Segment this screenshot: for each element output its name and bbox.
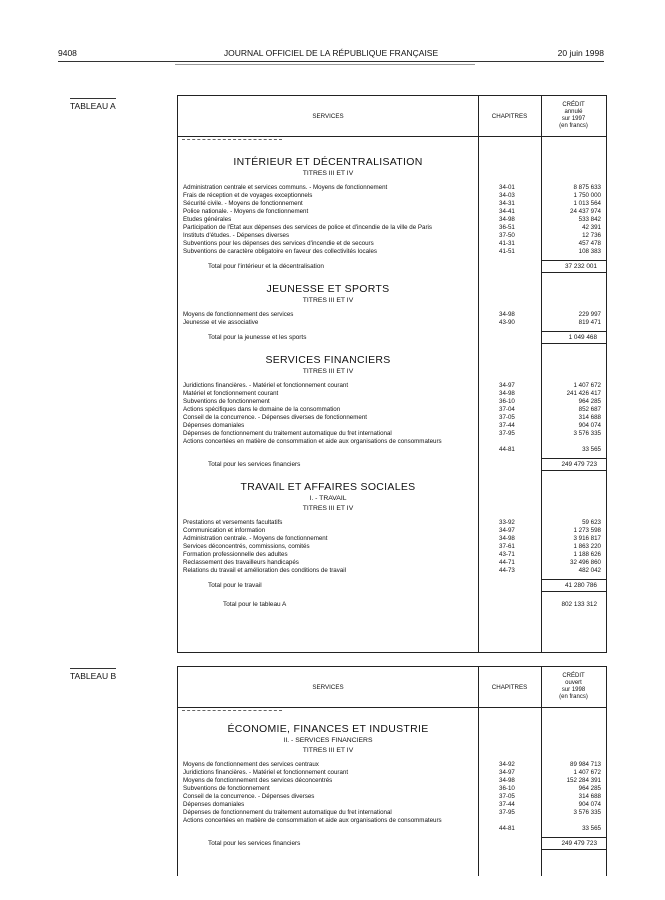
credit-header-line: CRÉDIT	[562, 673, 585, 679]
tableau-a-label: TABLEAU A	[70, 98, 116, 111]
row-chapter: 34-98	[499, 311, 515, 318]
table-row	[183, 240, 607, 248]
row-label: Relations du travail et amélioration des conditions de travail	[183, 567, 347, 574]
table-row	[183, 535, 607, 543]
credit-header	[541, 96, 606, 136]
row-label: Subventions de caractère obligatoire en faveur des collectivités locales	[183, 248, 377, 255]
row-label: Dépenses de fonctionnement du traitement automatique du fret international	[183, 809, 392, 816]
table-row	[183, 527, 607, 535]
row-label: Actions spécifiques dans le domaine de la consommation	[183, 406, 341, 413]
row-chapter: 37-05	[499, 414, 515, 421]
row-amount: 32 496 860	[570, 559, 601, 566]
table-row	[183, 192, 607, 200]
row-chapter: 34-41	[499, 208, 515, 215]
row-label: Juridictions financières. - Matériel et fonctionnement courant	[183, 382, 349, 389]
services-header: SERVICES	[312, 112, 344, 120]
credit-header	[541, 667, 606, 707]
table-row	[183, 777, 607, 785]
subtotal-rule	[541, 260, 606, 261]
section-total	[208, 460, 602, 469]
subtotal-rule	[541, 458, 606, 459]
table-row	[183, 232, 607, 240]
row-chapter: 36-51	[499, 224, 515, 231]
table-row	[183, 311, 607, 319]
row-chapter: 34-97	[499, 527, 515, 534]
row-amount: 108 383	[578, 248, 601, 255]
row-amount: 24 437 974	[570, 208, 601, 215]
table-row	[183, 793, 607, 801]
table-row	[183, 422, 607, 430]
row-label: Dépenses de fonctionnement du traitement automatique du fret international	[183, 430, 392, 437]
page-number: 9408	[58, 48, 77, 58]
section-subtitle: TITRES III ET IV	[302, 747, 354, 754]
credit-header-line: ouvert	[565, 680, 582, 686]
grand-total	[223, 600, 602, 609]
credit-header-line: sur 1998	[561, 687, 586, 693]
total-label: Total pour l'intérieur et la décentralisation	[208, 263, 324, 270]
row-label: Actions concertées en matière de consommation et aide aux organisations de consommateurs	[183, 817, 442, 824]
row-label: Sécurité civile. - Moyens de fonctionnement	[183, 200, 303, 207]
journal-title: JOURNAL OFFICIEL DE LA RÉPUBLIQUE FRANÇAISE	[223, 48, 439, 58]
grand-total-label: Total pour le tableau A	[223, 601, 287, 608]
row-label: Prestations et versements facultatifs	[183, 519, 283, 526]
subtotal-rule	[541, 331, 606, 332]
table-row	[183, 200, 607, 208]
row-amount: 12 736	[582, 232, 601, 239]
row-chapter: 34-92	[499, 761, 515, 768]
row-amount: 3 576 335	[573, 809, 601, 816]
row-chapter: 43-71	[499, 551, 515, 558]
row-chapter: 41-51	[499, 248, 515, 255]
row-label: Conseil de la concurrence. - Dépenses diverses de fonctionnement	[183, 414, 368, 421]
row-amount: 533 842	[578, 216, 601, 223]
section-total	[208, 839, 602, 848]
section-total	[208, 581, 602, 590]
section-total	[208, 333, 602, 342]
tableau-b-label: TABLEAU B	[70, 668, 116, 681]
row-chapter: 43-90	[499, 319, 515, 326]
header-rule-secondary	[175, 64, 475, 65]
total-rule	[541, 272, 606, 273]
row-amount: 241 426 417	[566, 390, 601, 397]
row-amount: 1 750 000	[573, 192, 601, 199]
row-chapter: 37-44	[499, 422, 515, 429]
subtotal-rule	[541, 579, 606, 580]
table-row	[183, 184, 607, 192]
total-rule	[541, 470, 606, 471]
row-label: Instituts d'études. - Dépenses diverses	[183, 232, 290, 239]
row-amount: 59 623	[582, 519, 601, 526]
table-row	[183, 785, 607, 793]
row-label: Juridictions financières. - Matériel et fonctionnement courant	[183, 769, 349, 776]
table-row	[183, 390, 607, 398]
row-chapter: 34-97	[499, 382, 515, 389]
row-label: Frais de réception et de voyages exceptionnels	[183, 192, 313, 199]
row-label: Matériel et fonctionnement courant	[183, 390, 279, 397]
table-row	[183, 414, 607, 422]
table-row	[183, 216, 607, 224]
row-amount: 89 984 713	[570, 761, 601, 768]
section-subtitle: II. - SERVICES FINANCIERS	[283, 737, 373, 744]
row-chapter: 34-98	[499, 216, 515, 223]
section-title: JEUNESSE ET SPORTS	[266, 283, 390, 295]
table-header	[178, 96, 606, 137]
issue-date: 20 juin 1998	[557, 48, 604, 58]
row-chapter: 37-44	[499, 801, 515, 808]
row-label: Communication et information	[183, 527, 266, 534]
row-label: Actions concertées en matière de consommation et aide aux organisations de consommateurs	[183, 438, 442, 445]
row-label: Reclassement des travailleurs handicapés	[183, 559, 299, 566]
row-amount: 457 478	[578, 240, 601, 247]
row-amount: 1 407 672	[573, 769, 601, 776]
table-row	[183, 406, 607, 414]
section-subtitle: I. - TRAVAIL	[309, 495, 347, 502]
tableau-b	[177, 666, 607, 876]
row-label: Études générales	[183, 216, 232, 223]
chapitres-header: CHAPITRES	[491, 112, 528, 120]
table-row	[183, 208, 607, 216]
row-chapter: 37-05	[499, 793, 515, 800]
tableau-a	[177, 95, 607, 653]
row-chapter: 37-50	[499, 232, 515, 239]
row-label: Moyens de fonctionnement des services déconcentrés	[183, 777, 333, 784]
header-dash	[182, 710, 282, 711]
section-title: INTÉRIEUR ET DÉCENTRALISATION	[233, 156, 423, 168]
row-amount: 904 074	[578, 801, 601, 808]
header-rule	[58, 61, 604, 62]
row-chapter: 34-01	[499, 184, 515, 191]
section-subtitle: TITRES III ET IV	[302, 170, 354, 177]
row-label: Conseil de la concurrence. - Dépenses diverses	[183, 793, 315, 800]
section-title: SERVICES FINANCIERS	[265, 354, 391, 366]
row-chapter: 44-71	[499, 559, 515, 566]
row-chapter: 37-95	[499, 430, 515, 437]
total-rule	[541, 849, 606, 850]
table-row	[183, 559, 607, 567]
table-row	[183, 567, 607, 575]
row-amount: 819 471	[578, 319, 601, 326]
row-chapter: 34-98	[499, 777, 515, 784]
section-title: ÉCONOMIE, FINANCES ET INDUSTRIE	[227, 723, 429, 735]
credit-header-line: (en francs)	[559, 123, 588, 129]
row-amount: 314 688	[578, 793, 601, 800]
table-row	[183, 551, 607, 559]
subtotal-rule	[541, 837, 606, 838]
total-rule	[541, 343, 606, 344]
table-row	[183, 248, 607, 256]
row-chapter: 44-81	[499, 446, 515, 453]
row-chapter: 37-61	[499, 543, 515, 550]
row-chapter: 44-81	[499, 825, 515, 832]
row-amount: 3 576 335	[573, 430, 601, 437]
row-amount: 42 391	[582, 224, 601, 231]
table-row	[183, 224, 607, 232]
grand-total-amount: 802 133 312	[561, 601, 597, 608]
chapitres-header: CHAPITRES	[491, 683, 528, 691]
section-subtitle: TITRES III ET IV	[302, 368, 354, 375]
total-amount: 249 479 723	[561, 840, 597, 847]
row-chapter: 34-98	[499, 535, 515, 542]
total-amount: 1 049 468	[568, 334, 597, 341]
table-row	[183, 543, 607, 551]
row-chapter: 36-10	[499, 398, 515, 405]
row-amount: 3 916 817	[573, 535, 601, 542]
row-amount: 152 284 391	[566, 777, 601, 784]
total-label: Total pour la jeunesse et les sports	[208, 334, 307, 341]
row-chapter: 33-92	[499, 519, 515, 526]
row-amount: 33 565	[582, 446, 601, 453]
total-label: Total pour le travail	[208, 582, 262, 589]
table-row	[183, 519, 607, 527]
row-amount: 1 188 626	[573, 551, 601, 558]
row-amount: 1 013 564	[573, 200, 601, 207]
row-amount: 964 285	[578, 785, 601, 792]
table-row	[183, 801, 607, 809]
table-header	[178, 667, 606, 708]
table-row	[183, 809, 607, 817]
row-label: Administration centrale et services communs. - Moyens de fonctionnement	[183, 184, 388, 191]
table-row	[183, 430, 607, 438]
total-amount: 249 479 723	[561, 461, 597, 468]
row-chapter: 36-10	[499, 785, 515, 792]
table-row	[183, 769, 607, 777]
row-amount: 314 688	[578, 414, 601, 421]
section-subtitle: TITRES III ET IV	[302, 297, 354, 304]
services-header: SERVICES	[312, 683, 344, 691]
row-chapter: 41-31	[499, 240, 515, 247]
row-chapter: 37-95	[499, 809, 515, 816]
row-chapter: 34-31	[499, 200, 515, 207]
row-amount: 482 042	[578, 567, 601, 574]
row-label: Subventions pour les dépenses des services d'incendie et de secours	[183, 240, 374, 247]
credit-header-line: CRÉDIT	[562, 102, 585, 108]
total-amount: 37 232 001	[565, 263, 597, 270]
total-amount: 41 280 786	[565, 582, 597, 589]
row-label: Police nationale. - Moyens de fonctionnement	[183, 208, 309, 215]
total-label: Total pour les services financiers	[208, 461, 301, 468]
row-label: Subventions de fonctionnement	[183, 398, 270, 405]
row-label: Moyens de fonctionnement des services centraux	[183, 761, 319, 768]
section-title: TRAVAIL ET AFFAIRES SOCIALES	[240, 481, 416, 493]
row-amount: 1 273 598	[573, 527, 601, 534]
table-row	[183, 382, 607, 390]
row-label: Formation professionnelle des adultes	[183, 551, 288, 558]
row-chapter: 34-97	[499, 769, 515, 776]
row-amount: 904 074	[578, 422, 601, 429]
row-chapter: 37-04	[499, 406, 515, 413]
credit-header-line: sur 1997	[561, 116, 586, 122]
row-label: Services déconcentrés, commissions, comités	[183, 543, 310, 550]
row-amount: 964 285	[578, 398, 601, 405]
row-amount: 852 687	[578, 406, 601, 413]
row-amount: 8 875 633	[573, 184, 601, 191]
table-row	[183, 761, 607, 769]
row-amount: 1 407 672	[573, 382, 601, 389]
row-chapter: 44-73	[499, 567, 515, 574]
row-amount: 229 997	[578, 311, 601, 318]
row-label: Jeunesse et vie associative	[183, 319, 259, 326]
row-chapter: 34-03	[499, 192, 515, 199]
table-row	[183, 817, 607, 833]
row-amount: 1 863 220	[573, 543, 601, 550]
table-row	[183, 319, 607, 327]
row-label: Dépenses domaniales	[183, 422, 245, 429]
section-total	[208, 262, 602, 271]
credit-header-line: annulé	[564, 109, 583, 115]
row-label: Subventions de fonctionnement	[183, 785, 270, 792]
table-row	[183, 398, 607, 406]
row-chapter: 34-98	[499, 390, 515, 397]
row-label: Administration centrale. - Moyens de fonctionnement	[183, 535, 328, 542]
page-header	[58, 48, 604, 62]
row-label: Moyens de fonctionnement des services	[183, 311, 294, 318]
row-label: Participation de l'État aux dépenses des services de police et d'incendie de la ville de Paris	[183, 224, 432, 231]
section-subtitle: TITRES III ET IV	[302, 505, 354, 512]
row-label: Dépenses domaniales	[183, 801, 245, 808]
header-dash	[182, 139, 282, 140]
row-amount: 33 565	[582, 825, 601, 832]
credit-header-line: (en francs)	[559, 694, 588, 700]
total-rule	[541, 591, 606, 592]
table-row	[183, 438, 607, 454]
total-label: Total pour les services financiers	[208, 840, 301, 847]
